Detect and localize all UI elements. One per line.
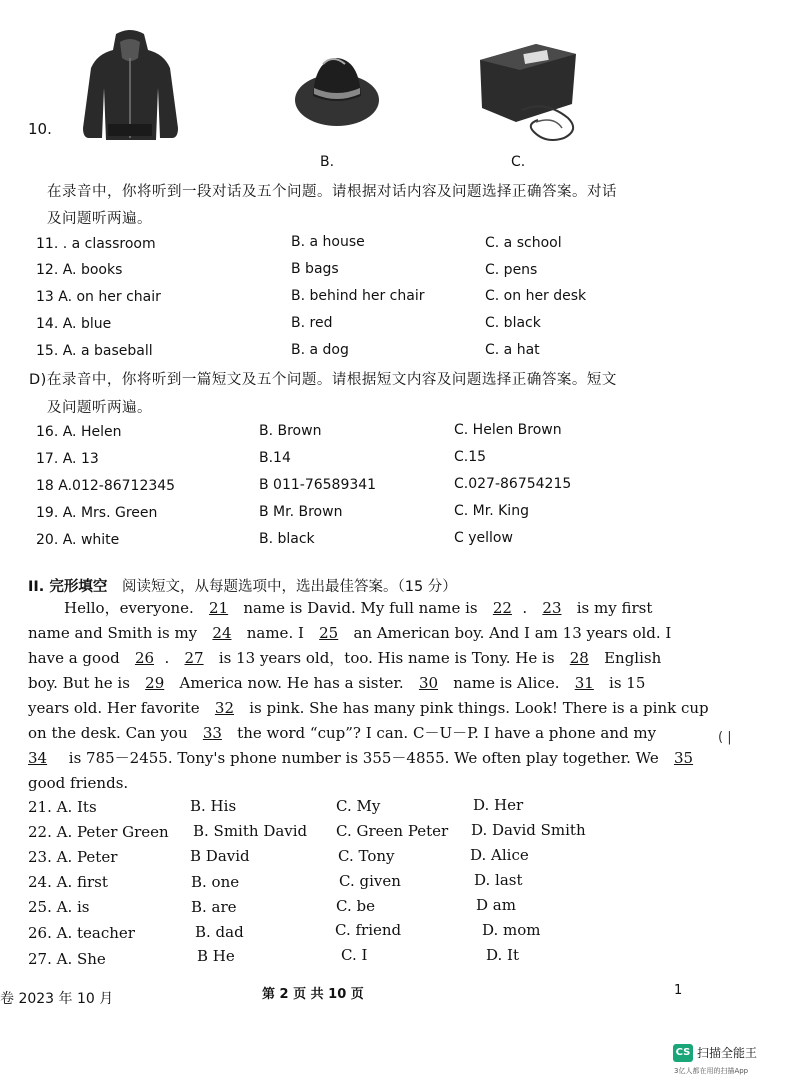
q12-option-c: C. pens bbox=[485, 262, 538, 278]
passage-text: on the desk. Can you bbox=[28, 724, 188, 742]
q23-option-a: 23. A. Peter bbox=[28, 848, 118, 866]
passage-text: boy. But he is bbox=[28, 674, 130, 692]
q16-option-b: B. Brown bbox=[259, 423, 322, 439]
section-d-instruction-line2: 及问题听两遍。 bbox=[47, 400, 152, 416]
q24-option-a: 24. A. first bbox=[28, 873, 108, 891]
blank-24: 24 bbox=[212, 624, 232, 642]
q22-option-a: 22. A. Peter Green bbox=[28, 823, 169, 841]
passage-text: good friends. bbox=[28, 774, 129, 792]
passage-line-7 bbox=[28, 746, 694, 771]
q19-option-b: B Mr. Brown bbox=[259, 504, 343, 520]
q20-option-c: C yellow bbox=[454, 530, 513, 546]
passage-text: Hello，everyone. bbox=[64, 599, 194, 617]
q27-option-a: 27. A. She bbox=[28, 950, 106, 968]
q12-option-a: 12. A. books bbox=[36, 262, 123, 278]
q15-option-a: 15. A. a baseball bbox=[36, 343, 153, 359]
passage-text: . bbox=[522, 599, 528, 617]
q16-option-a: 16. A. Helen bbox=[36, 424, 122, 440]
passage-text: is 785－2455. Tony's phone number is 355－4855. We often play together. We bbox=[68, 749, 659, 767]
footer-right-number: 1 bbox=[674, 983, 683, 998]
blank-28: 28 bbox=[569, 649, 589, 667]
section-c-instruction-line2: 及问题听两遍。 bbox=[47, 211, 152, 227]
option-b-label: B. bbox=[320, 154, 335, 170]
blank-31: 31 bbox=[574, 674, 594, 692]
blank-30: 30 bbox=[418, 674, 439, 692]
q26-option-a: 26. A. teacher bbox=[28, 924, 135, 942]
footer-page-number: 第 2 页 共 10 页 bbox=[262, 987, 364, 1002]
q25-option-b: B. are bbox=[191, 898, 237, 916]
q19-option-a: 19. A. Mrs. Green bbox=[36, 505, 158, 521]
q27-option-d: D. It bbox=[486, 946, 519, 964]
q25-option-d: D am bbox=[476, 896, 516, 914]
q11-option-a: 11. . a classroom bbox=[36, 236, 156, 252]
q13-option-a: 13 A. on her chair bbox=[36, 289, 161, 305]
passage-text: is pink. She has many pink things. Look! There is a pink cup bbox=[249, 699, 709, 717]
q21-option-d: D. Her bbox=[473, 796, 524, 814]
q18-option-c: C.027-86754215 bbox=[454, 476, 572, 492]
q25-option-c: C. be bbox=[336, 897, 375, 915]
q11-option-c: C. a school bbox=[485, 235, 562, 251]
blank-32: 32 bbox=[214, 699, 234, 717]
q11-option-b: B. a house bbox=[291, 234, 365, 250]
q26-option-b: B. dad bbox=[195, 923, 244, 941]
passage-text: America now. He has a sister. bbox=[179, 674, 404, 692]
passage-line-2 bbox=[28, 621, 678, 646]
q21-option-b: B. His bbox=[190, 797, 237, 815]
q24-option-d: D. last bbox=[474, 871, 523, 889]
camscanner-logo-icon: CS bbox=[673, 1044, 693, 1062]
passage-line-6 bbox=[28, 721, 678, 746]
toy-box-image bbox=[476, 40, 588, 144]
q22-option-c: C. Green Peter bbox=[336, 822, 449, 840]
q26-option-d: D. mom bbox=[482, 921, 541, 939]
blank-33: 33 bbox=[202, 724, 222, 742]
blank-21: 21 bbox=[209, 599, 229, 617]
q21-option-c: C. My bbox=[336, 797, 381, 815]
q23-option-c: C. Tony bbox=[338, 847, 395, 865]
margin-mark: ( | bbox=[718, 730, 732, 745]
passage-text: English bbox=[604, 649, 662, 667]
q27-option-b: B He bbox=[197, 947, 235, 965]
blank-34: 34 bbox=[28, 749, 48, 767]
passage-line-5 bbox=[28, 696, 709, 721]
hoodie-image bbox=[78, 28, 183, 143]
blank-25: 25 bbox=[319, 624, 339, 642]
section-ii-heading bbox=[28, 575, 457, 596]
q15-option-b: B. a dog bbox=[291, 342, 349, 358]
blank-22: 22 bbox=[492, 599, 512, 617]
q15-option-c: C. a hat bbox=[485, 342, 540, 358]
blank-23: 23 bbox=[542, 599, 562, 617]
q14-option-c: C. black bbox=[485, 315, 541, 331]
q13-option-c: C. on her desk bbox=[485, 288, 587, 304]
q14-option-b: B. red bbox=[291, 315, 333, 331]
passage-text: name and Smith is my bbox=[28, 624, 198, 642]
q16-option-c: C. Helen Brown bbox=[454, 422, 562, 438]
q17-option-b: B.14 bbox=[259, 450, 291, 466]
passage-text: an American boy. And I am 13 years old. I bbox=[353, 624, 672, 642]
q18-option-a: 18 A.012-86712345 bbox=[36, 478, 176, 494]
passage-text: the word “cup”? I can. C－U－P. I have a phone and my bbox=[237, 724, 657, 742]
camscanner-brand: 扫描全能王 bbox=[697, 1046, 758, 1060]
passage-line-3 bbox=[28, 646, 678, 671]
q19-option-c: C. Mr. King bbox=[454, 503, 529, 519]
hat-image bbox=[293, 50, 381, 130]
q24-option-b: B. one bbox=[191, 873, 240, 891]
q13-option-b: B. behind her chair bbox=[291, 288, 425, 304]
cloze-passage bbox=[28, 596, 709, 796]
blank-26: 26 bbox=[134, 649, 155, 667]
blank-27: 27 bbox=[184, 649, 204, 667]
passage-line-4 bbox=[28, 671, 678, 696]
q23-option-b: B David bbox=[190, 847, 250, 865]
passage-line-1 bbox=[28, 596, 678, 621]
q21-option-a: 21. A. Its bbox=[28, 798, 97, 816]
passage-text: . bbox=[164, 649, 170, 667]
q25-option-a: 25. A. is bbox=[28, 898, 90, 916]
q22-option-d: D. David Smith bbox=[471, 821, 586, 839]
passage-text: years old. Her favorite bbox=[28, 699, 200, 717]
q17-option-a: 17. A. 13 bbox=[36, 451, 99, 467]
q20-option-a: 20. A. white bbox=[36, 532, 120, 548]
q22-option-b: B. Smith David bbox=[193, 822, 308, 840]
passage-text: name is David. My full name is bbox=[243, 599, 478, 617]
q18-option-b: B 011-76589341 bbox=[259, 477, 377, 493]
q23-option-d: D. Alice bbox=[470, 846, 529, 864]
blank-35: 35 bbox=[673, 749, 694, 767]
q27-option-c: C. I bbox=[341, 946, 368, 964]
passage-text: name is Alice. bbox=[453, 674, 560, 692]
passage-text: name. I bbox=[246, 624, 304, 642]
q26-option-c: C. friend bbox=[335, 921, 402, 939]
section-ii-title: II. 完形填空 bbox=[28, 579, 108, 595]
q14-option-a: 14. A. blue bbox=[36, 316, 112, 332]
passage-text: is 13 years old，too. His name is Tony. He is bbox=[218, 649, 555, 667]
q24-option-c: C. given bbox=[339, 872, 401, 890]
passage-text: have a good bbox=[28, 649, 120, 667]
section-ii-instruction: 阅读短文，从每题选项中，选出最佳答案。（15 分） bbox=[121, 579, 457, 595]
section-d-instruction-line1: D)在录音中，你将听到一篇短文及五个问题。请根据短文内容及问题选择正确答案。短文 bbox=[29, 372, 617, 388]
passage-text: is 15 bbox=[609, 674, 646, 692]
section-c-instruction-line1: 在录音中，你将听到一段对话及五个问题。请根据对话内容及问题选择正确答案。对话 bbox=[47, 184, 617, 200]
blank-29: 29 bbox=[145, 674, 165, 692]
question-10-number: 10. bbox=[28, 120, 52, 138]
option-c-label: C. bbox=[511, 154, 526, 170]
camscanner-tagline: 3亿人都在用的扫描App bbox=[674, 1067, 749, 1075]
passage-line-8 bbox=[28, 771, 678, 796]
passage-text: is my first bbox=[576, 599, 653, 617]
q12-option-b: B bags bbox=[291, 261, 339, 277]
q20-option-b: B. black bbox=[259, 531, 315, 547]
footer-exam-date: 卷 2023 年 10 月 bbox=[0, 991, 114, 1007]
q17-option-c: C.15 bbox=[454, 449, 487, 465]
